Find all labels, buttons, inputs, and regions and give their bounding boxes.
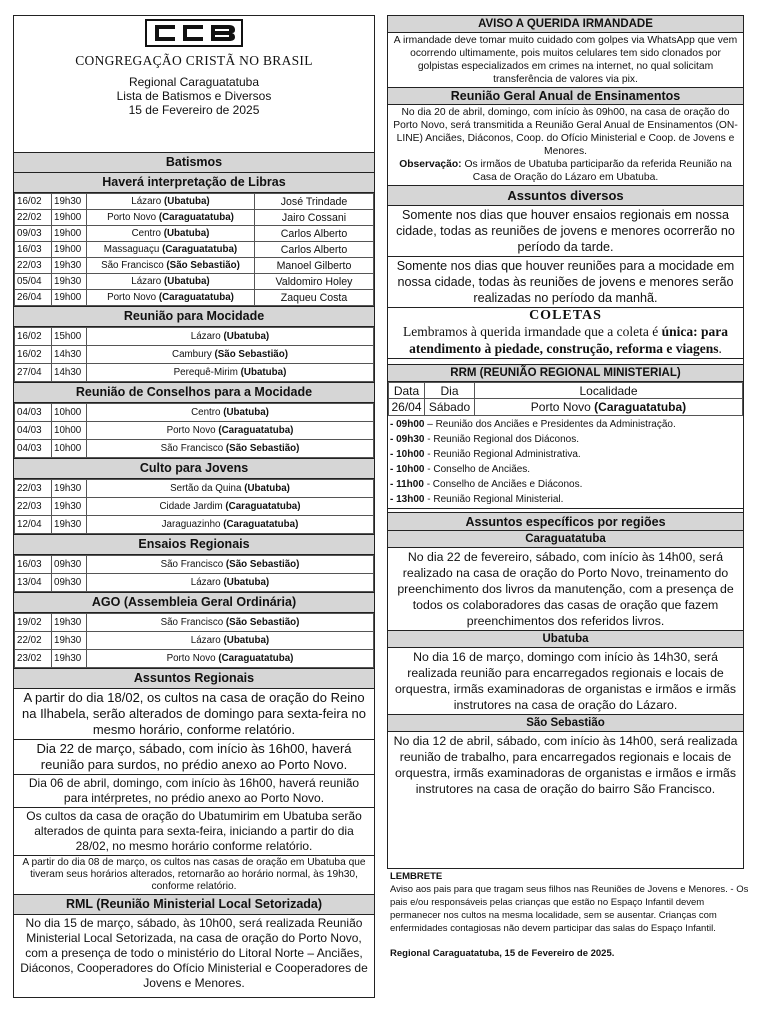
libras-subtitle: Haverá interpretação de Libras (14, 173, 374, 193)
row-time: 19h30 (52, 480, 87, 498)
table-row (15, 614, 374, 632)
row-place-city: (São Sebastião) (166, 260, 240, 271)
table-row (15, 440, 374, 458)
row-date: 16/02 (15, 346, 52, 364)
ago-table (14, 613, 374, 668)
item-desc: - Reunião Regional Administrativa. (424, 449, 581, 460)
list-title: Lista de Batismos e Diversos (116, 89, 272, 103)
table-row (15, 242, 374, 258)
list-item (388, 447, 743, 462)
table-row (15, 556, 374, 574)
aviso-title: AVISO A QUERIDA IRMANDADE (388, 16, 743, 33)
carag-title: Caraguatatuba (388, 531, 743, 548)
row-place-name: Centro (191, 407, 221, 418)
row-time: 19h30 (52, 632, 87, 650)
row-time: 09h30 (52, 556, 87, 574)
lembrete-text: Aviso aos pais para que tragam seus filhos nas Reuniões de Jovens e Menores. - Os pais e/ou responsáveis pelas crianças que estão no Espaço Infantil devem permanecer nos cultos na mesma localidade, sem se ausentar. Crianças com enfermidades contagiosas não devem participar das salas do Espaço Infantil. (390, 884, 749, 934)
row-place-name: São Francisco (160, 559, 224, 570)
row-place (87, 650, 374, 668)
assuntos-regionais-title: Assuntos Regionais (14, 669, 374, 689)
row-place-city: (Ubatuba) (223, 331, 270, 342)
diversos-note-1: Somente nos dias que houver ensaios regionais em nossa cidade, todas as reuniões de jovens e menores ocorrerão no período da tarde. (388, 206, 743, 257)
row-officiant: Valdomiro Holey (255, 274, 374, 290)
row-time: 15h00 (52, 328, 87, 346)
rrm-row-local (475, 399, 743, 416)
rrm-row-city: (Caraguatatuba) (594, 400, 687, 414)
uba-text: No dia 16 de março, domingo com início às 14h30, será realizada reunião para encarregados regionais e locais de orquestra, irmãs examinadoras de organistas e irmãos e irmãs instrutores na casa de oração do Lázaro. (388, 648, 743, 715)
ago-title: AGO (Assembleia Geral Ordinária) (14, 593, 374, 613)
item-time: - 10h00 (390, 449, 425, 460)
row-place (87, 194, 255, 210)
rml-title: RML (Reunião Ministerial Local Setorizada) (14, 895, 374, 915)
row-officiant: Carlos Alberto (255, 226, 374, 242)
diversos-note-2: Somente nos dias que houver reuniões para a mocidade em nossa cidade, todas às reuniões de jovens e menores serão realizadas no período da manhã. (388, 257, 743, 308)
row-place-name: Sertão da Quina (170, 483, 242, 494)
table-row (15, 650, 374, 668)
ensaios-title: Ensaios Regionais (14, 535, 374, 555)
row-place-name: Lázaro (190, 577, 221, 588)
rrm-schedule-list (388, 416, 743, 509)
row-place-name: São Francisco (160, 617, 224, 628)
row-time: 09h30 (52, 574, 87, 592)
row-date: 12/04 (15, 516, 52, 534)
left-column (13, 15, 375, 998)
row-place (87, 290, 255, 306)
table-row (15, 422, 374, 440)
row-place-name: Lázaro (190, 635, 221, 646)
list-item (388, 462, 743, 477)
table-row (15, 274, 374, 290)
table-row (15, 574, 374, 592)
row-place-name: Jaraguazinho (161, 519, 221, 530)
lembrete-sign: Regional Caraguatatuba, 15 de Fevereiro de 2025. (390, 948, 615, 959)
regional-note-5: A partir do dia 08 de março, os cultos nas casas de oração em Ubatuba que tiveram seus horários alterados, retornarão ao horário normal, às 19h30, conforme relatório. (14, 856, 374, 895)
row-time: 19h30 (52, 194, 87, 210)
row-officiant: Manoel Gilberto (255, 258, 374, 274)
row-date: 23/02 (15, 650, 52, 668)
row-place-city: (Ubatuba) (223, 407, 269, 418)
row-place (87, 274, 255, 290)
row-place (87, 242, 255, 258)
row-place (87, 614, 374, 632)
row-date: 16/03 (15, 556, 52, 574)
row-officiant: Carlos Alberto (255, 242, 374, 258)
conselhos-table (14, 403, 374, 458)
list-item (388, 432, 743, 447)
regional-note-4: Os cultos da casa de oração do Ubatumirim em Ubatuba serão alterados de quinta para sexta-feira, iniciando a partir do dia 28/02, no mesmo horário conforme relatório. (14, 808, 374, 856)
row-date: 22/03 (15, 258, 52, 274)
table-row (15, 210, 374, 226)
row-date: 22/02 (15, 632, 52, 650)
row-place-city: (Ubatuba) (163, 276, 210, 287)
batismos-table (14, 193, 374, 306)
row-date: 04/03 (15, 404, 52, 422)
row-time: 19h00 (52, 290, 87, 306)
item-desc: – Reunião dos Anciães e Presidentes da Administração. (424, 419, 676, 430)
item-desc: - Conselho de Anciães e Diáconos. (423, 479, 583, 490)
row-date: 22/03 (15, 498, 52, 516)
row-time: 19h30 (52, 498, 87, 516)
rrm-row-dia: Sábado (425, 399, 475, 416)
row-place-city: (Ubatuba) (240, 367, 287, 378)
table-row (15, 632, 374, 650)
row-time: 14h30 (52, 346, 87, 364)
table-row (15, 194, 374, 210)
item-time: - 10h00 (390, 464, 425, 475)
issue-date: 15 de Fevereiro de 2025 (128, 103, 260, 117)
table-row (15, 364, 374, 382)
row-date: 09/03 (15, 226, 52, 242)
row-place (87, 516, 374, 534)
row-place-city: (Caraguatatuba) (158, 212, 234, 223)
ensaios-table (14, 555, 374, 592)
item-time: - 09h30 (390, 434, 425, 445)
rrm-table (388, 382, 743, 416)
row-date: 04/03 (15, 422, 52, 440)
coletas-block (388, 308, 743, 359)
coletas-text-1: Lembramos à querida irmandade que a coleta é (402, 324, 662, 339)
rrm-title: RRM (REUNIÃO REGIONAL MINISTERIAL) (388, 365, 743, 382)
row-place-city: (São Sebastião) (225, 617, 300, 628)
row-date: 04/03 (15, 440, 52, 458)
row-place-name: Porto Novo (107, 212, 157, 223)
row-place (87, 346, 374, 364)
lembrete-title: LEMBRETE (390, 871, 443, 882)
regional-note-2: Dia 22 de março, sábado, com início às 16h00, haverá reunião para surdos, no prédio anexo ao Porto Novo. (14, 740, 374, 775)
row-place-city: (Ubatuba) (244, 483, 290, 494)
row-place-name: Massaguaçu (103, 244, 160, 255)
lembrete-block (390, 870, 750, 960)
row-place (87, 258, 255, 274)
row-place (87, 364, 374, 382)
row-time: 19h30 (52, 614, 87, 632)
row-date: 19/02 (15, 614, 52, 632)
org-name: CONGREGAÇÃO CRISTÃ NO BRASIL (75, 53, 313, 68)
row-place-name: Porto Novo (166, 653, 216, 664)
row-place-city: (Caraguatatuba) (162, 244, 238, 255)
row-place-name: Porto Novo (107, 292, 157, 303)
row-time: 10h00 (52, 440, 87, 458)
carag-text: No dia 22 de fevereiro, sábado, com início às 14h00, será realizado na casa de oração do Porto Novo, treinamento do preenchimento dos livros da manutenção, com a presença de todos os colaboradores das casas de oração que fazem preenchimentos dos referidos livros. (388, 548, 743, 631)
culto-jovens-table (14, 479, 374, 534)
row-place (87, 480, 374, 498)
row-place-name: Perequê-Mirim (173, 367, 238, 378)
row-place-city: (Ubatuba) (163, 196, 210, 207)
row-place-name: Lázaro (131, 196, 162, 207)
row-date: 16/03 (15, 242, 52, 258)
table-row (15, 516, 374, 534)
row-place-name: São Francisco (101, 260, 164, 271)
batismos-title: Batismos (14, 153, 374, 173)
table-row (15, 404, 374, 422)
row-place (87, 422, 374, 440)
row-place-city: (São Sebastião) (225, 443, 300, 454)
rrm-col-local: Localidade (475, 383, 743, 399)
rgae-obs-label: Observação: (399, 159, 462, 170)
rrm-col-data: Data (389, 383, 425, 399)
row-date: 16/02 (15, 328, 52, 346)
rgae-title: Reunião Geral Anual de Ensinamentos (388, 88, 743, 105)
row-place-city: (São Sebastião) (225, 559, 300, 570)
row-place-name: Lázaro (190, 331, 221, 342)
row-place-city: (São Sebastião) (214, 349, 288, 360)
coletas-text-bold: única: para atendimento à piedade, construção, reforma e viagens (409, 324, 729, 356)
row-place-name: Cambury (172, 349, 212, 360)
conselhos-title: Reunião de Conselhos para a Mocidade (14, 383, 374, 403)
row-time: 10h00 (52, 404, 87, 422)
rrm-row-data: 26/04 (389, 399, 425, 416)
row-place-name: Porto Novo (166, 425, 216, 436)
item-time: - 13h00 (390, 494, 425, 505)
row-place (87, 498, 374, 516)
row-date: 13/04 (15, 574, 52, 592)
row-time: 19h30 (52, 516, 87, 534)
table-row (15, 258, 374, 274)
row-time: 19h00 (52, 226, 87, 242)
row-place (87, 404, 374, 422)
row-date: 22/02 (15, 210, 52, 226)
row-place (87, 440, 374, 458)
list-item (388, 477, 743, 492)
table-row (15, 480, 374, 498)
right-column (387, 15, 744, 869)
rgae-observation (391, 158, 740, 184)
row-time: 19h30 (52, 650, 87, 668)
coletas-title: COLETAS (529, 308, 602, 323)
item-desc: - Reunião Regional dos Diáconos. (424, 434, 580, 445)
list-item (388, 492, 743, 507)
row-place (87, 556, 374, 574)
row-officiant: José Trindade (255, 194, 374, 210)
row-place-name: São Francisco (160, 443, 224, 454)
row-place-city: (Caraguatatuba) (218, 425, 294, 436)
table-row (15, 226, 374, 242)
rml-text: No dia 15 de março, sábado, às 10h00, será realizada Reunião Ministerial Local Setorizada, na casa de oração do Porto Novo, com a presença de todo o ministério do Litoral Norte – Anciães, Diáconos, Cooperadores do Ofício Ministerial e Cooperadores de Jovens e Menores. (20, 916, 368, 990)
coletas-text (392, 323, 739, 357)
row-place-name: Lázaro (131, 276, 162, 287)
row-time: 19h30 (52, 258, 87, 274)
row-place (87, 632, 374, 650)
item-time: - 09h00 (390, 419, 425, 430)
ss-title: São Sebastião (388, 715, 743, 732)
row-place (87, 210, 255, 226)
item-time: - 11h00 (390, 479, 424, 490)
header (14, 19, 374, 153)
row-time: 10h00 (52, 422, 87, 440)
culto-jovens-title: Culto para Jovens (14, 459, 374, 479)
table-row (15, 498, 374, 516)
row-time: 19h30 (52, 274, 87, 290)
coletas-text-end: . (718, 341, 722, 356)
row-officiant: Jairo Cossani (255, 210, 374, 226)
regional-note-3: Dia 06 de abril, domingo, com início às 16h00, haverá reunião para intérpretes, no prédio anexo ao Porto Novo. (14, 775, 374, 808)
row-time: 19h00 (52, 210, 87, 226)
mocidade-title: Reunião para Mocidade (14, 307, 374, 327)
row-place (87, 328, 374, 346)
row-time: 19h00 (52, 242, 87, 258)
item-desc: - Conselho de Anciães. (424, 464, 531, 475)
ccb-logo-icon (145, 19, 243, 47)
table-row (15, 328, 374, 346)
item-desc: - Reunião Regional Ministerial. (424, 494, 564, 505)
rgae-text: No dia 20 de abril, domingo, com início às 09h00, na casa de oração do Porto Novo, será transmitida a Reunião Geral Anual de Ensinamentos (ON-LINE) Anciães, Diáconos, Coop. do Ofício Ministerial e Coop. de Jovens e Menores. (393, 107, 738, 157)
row-place-city: (Ubatuba) (223, 577, 270, 588)
row-date: 22/03 (15, 480, 52, 498)
row-place-city: (Ubatuba) (223, 635, 270, 646)
row-time: 14h30 (52, 364, 87, 382)
mocidade-table (14, 327, 374, 382)
row-place-city: (Caraguatatuba) (225, 501, 301, 512)
row-place (87, 574, 374, 592)
rrm-col-dia: Dia (425, 383, 475, 399)
row-date: 05/04 (15, 274, 52, 290)
row-place-city: (Caraguatatuba) (218, 653, 294, 664)
row-officiant: Zaqueu Costa (255, 290, 374, 306)
uba-title: Ubatuba (388, 631, 743, 648)
regional-note-1: A partir do dia 18/02, os cultos na casa de oração do Reino na Ilhabela, serão alterados de domingo para sexta-feira no mesmo horário, conforme relatório. (14, 689, 374, 740)
rgae-obs-text: Os irmãos de Ubatuba participarão da referida Reunião na Casa de Oração do Lázaro em Ubatuba. (461, 159, 732, 183)
row-place-name: Cidade Jardim (159, 501, 223, 512)
rgae-block (388, 105, 743, 186)
row-place (87, 226, 255, 242)
row-date: 26/04 (15, 290, 52, 306)
row-place-city: (Caraguatatuba) (158, 292, 234, 303)
ss-text: No dia 12 de abril, sábado, com início às 14h00, será realizada reunião de trabalho, para encarregados regionais e locais de orquestra, irmãs examinadoras de organistas e irmãos e irmãs instrutores na casa de oração do bairro São Francisco. (393, 734, 738, 796)
row-place-city: (Ubatuba) (163, 228, 210, 239)
row-date: 16/02 (15, 194, 52, 210)
row-place-city: (Caraguatatuba) (223, 519, 299, 530)
list-item (388, 417, 743, 432)
row-place-name: Centro (131, 228, 161, 239)
table-row (15, 346, 374, 364)
especificos-title: Assuntos específicos por regiões (388, 512, 743, 531)
row-date: 27/04 (15, 364, 52, 382)
table-row (15, 290, 374, 306)
regional-name: Regional Caraguatatuba (128, 75, 260, 89)
diversos-title: Assuntos diversos (388, 186, 743, 206)
rrm-row-place: Porto Novo (530, 400, 591, 414)
aviso-text: A irmandade deve tomar muito cuidado com golpes via WhatsApp que vem ocorrendo ultimamente, pois muitos celulares tem sido clonados por golpistas especializados em crimes na internet, no qual solicitam transferência de valores via pix. (388, 33, 743, 88)
